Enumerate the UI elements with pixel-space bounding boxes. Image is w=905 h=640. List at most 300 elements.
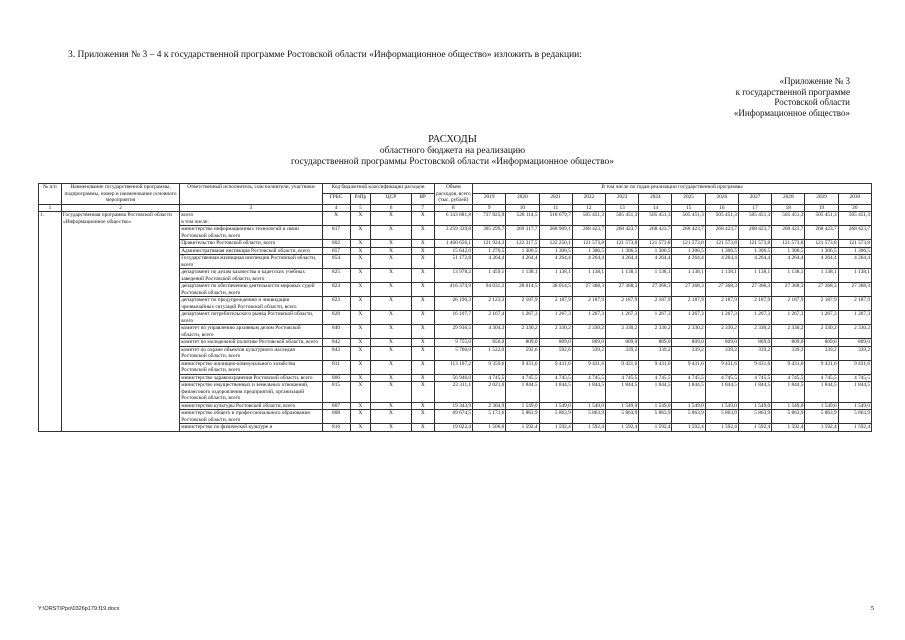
year-value-cell: 1 592,4: [738, 424, 771, 432]
year-value-cell: 1 138,1: [539, 269, 572, 283]
total-cell: 3 259 339,8: [434, 226, 472, 240]
year-value-cell: 121 573,8: [606, 240, 639, 248]
grbs-cell: 817: [322, 226, 350, 240]
rzpr-cell: X: [350, 247, 371, 255]
vr-cell: X: [411, 240, 434, 248]
rzpr-cell: X: [350, 311, 371, 325]
year-value-cell: 27 368,3: [738, 283, 771, 297]
csr-cell: X: [371, 297, 412, 311]
rzpr-cell: X: [350, 424, 371, 432]
vr-cell: X: [411, 325, 434, 339]
header-year: 2021: [539, 194, 572, 204]
vr-cell: X: [411, 339, 434, 347]
year-value-cell: 2 330,2: [705, 325, 738, 339]
year-value-cell: 809,0: [772, 339, 805, 347]
column-index-cell: 16: [705, 204, 738, 212]
executor-cell: [180, 410, 322, 424]
year-value-cell: 1 592,4: [539, 424, 572, 432]
year-value-cell: 5 863,9: [772, 410, 805, 424]
year-value-cell: 2 330,2: [539, 325, 572, 339]
year-value-cell: 268 909,1: [539, 226, 572, 240]
year-value-cell: 505 451,3: [805, 212, 838, 226]
header-year: 2023: [606, 194, 639, 204]
year-value-cell: 1 306,5: [672, 247, 705, 255]
year-value-cell: 2 330,2: [738, 325, 771, 339]
year-value-cell: 505 451,3: [639, 212, 672, 226]
grbs-cell: 842: [322, 339, 350, 347]
vr-cell: X: [411, 311, 434, 325]
year-value-cell: 9 431,6: [672, 360, 705, 374]
year-value-cell: 1 549,0: [606, 402, 639, 410]
year-value-cell: 122 317,5: [506, 240, 539, 248]
year-value-cell: 1 306,5: [606, 247, 639, 255]
executor-name: департамент потребительского рынка Ростовской области, всего: [181, 311, 314, 324]
year-value-cell: 505 451,3: [838, 212, 871, 226]
year-value-cell: 5 171,6: [473, 410, 506, 424]
table-row: [39, 212, 872, 226]
year-value-cell: 1 522,0: [473, 346, 506, 360]
year-value-cell: 809,0: [572, 339, 605, 347]
total-cell: 69 674,5: [434, 410, 472, 424]
year-value-cell: 1 549,0: [772, 402, 805, 410]
year-value-cell: 339,2: [572, 346, 605, 360]
column-index-row: [39, 204, 872, 212]
year-value-cell: 2 304,9: [473, 402, 506, 410]
csr-cell: X: [371, 311, 412, 325]
year-value-cell: 4 264,4: [539, 255, 572, 269]
year-value-cell: 27 368,3: [672, 283, 705, 297]
year-value-cell: 268 423,7: [738, 226, 771, 240]
year-value-cell: 268 423,7: [639, 226, 672, 240]
year-value-cell: 1 549,0: [539, 402, 572, 410]
year-value-cell: 2 187,9: [539, 297, 572, 311]
vr-cell: X: [411, 346, 434, 360]
year-value-cell: 1 138,1: [738, 269, 771, 283]
year-value-cell: 121 573,8: [672, 240, 705, 248]
year-value-cell: 1 267,3: [705, 311, 738, 325]
year-value-cell: 27 368,3: [639, 283, 672, 297]
year-value-cell: 5 863,9: [705, 410, 738, 424]
column-index-cell: 17: [738, 204, 771, 212]
program-number: 1.: [39, 212, 62, 432]
header-grbs: ГРБС: [322, 194, 350, 204]
year-value-cell: 2 187,9: [838, 297, 871, 311]
column-index-cell: 9: [473, 204, 506, 212]
total-cell: 29 936,5: [434, 325, 472, 339]
year-value-cell: 1 306,5: [539, 247, 572, 255]
vr-cell: X: [411, 226, 434, 240]
executor-name: Государственная жилищная инспекция Ростовской области, всего: [181, 255, 317, 268]
year-value-cell: 737 825,9: [473, 212, 506, 226]
year-value-cell: 1 549,0: [805, 402, 838, 410]
executor-cell: [180, 325, 322, 339]
year-value-cell: 1 267,3: [539, 311, 572, 325]
column-index-cell: 7: [411, 204, 434, 212]
year-value-cell: 1 459,1: [473, 269, 506, 283]
rzpr-cell: X: [350, 346, 371, 360]
year-value-cell: 268 423,7: [772, 226, 805, 240]
year-value-cell: 505 451,3: [572, 212, 605, 226]
executor-name: Административная инспекция Ростовской области, всего: [181, 247, 311, 254]
file-path: Y:\ORST\Ppo\0326p179.f19.docx: [38, 606, 120, 612]
csr-cell: X: [371, 255, 412, 269]
year-value-cell: 1 592,4: [772, 424, 805, 432]
executor-name: министерство здравоохранения Ростовской области, всего: [181, 374, 313, 381]
year-value-cell: 1 267,3: [805, 311, 838, 325]
header-year: 2028: [772, 194, 805, 204]
year-value-cell: 1 138,1: [772, 269, 805, 283]
year-value-cell: 4 745,5: [506, 374, 539, 382]
title-main: РАСХОДЫ: [428, 134, 477, 145]
executor-cell: [180, 339, 322, 347]
vr-cell: X: [411, 360, 434, 374]
total-cell: 26 190,3: [434, 297, 472, 311]
total-cell: 22 311,1: [434, 382, 472, 403]
year-value-cell: 339,2: [672, 346, 705, 360]
csr-cell: X: [371, 410, 412, 424]
year-value-cell: 2 330,2: [805, 325, 838, 339]
header-year: 2029: [805, 194, 838, 204]
year-value-cell: 339,2: [805, 346, 838, 360]
csr-cell: X: [371, 226, 412, 240]
year-value-cell: 1 592,4: [506, 424, 539, 432]
year-value-cell: 339,2: [639, 346, 672, 360]
year-value-cell: 809,0: [639, 339, 672, 347]
year-value-cell: 1 844,5: [606, 382, 639, 403]
year-value-cell: 5 863,9: [672, 410, 705, 424]
year-value-cell: 4 745,5: [805, 374, 838, 382]
year-value-cell: 1 138,1: [805, 269, 838, 283]
executor-name: комитет по молодежной политике Ростовской области, всего: [181, 339, 319, 345]
executor-cell: [180, 240, 322, 248]
rzpr-cell: X: [350, 374, 371, 382]
appendix-line: Ростовской области: [774, 97, 850, 108]
title-line: областного бюджета на реализацию: [379, 145, 526, 156]
executor-cell: [180, 212, 322, 226]
year-value-cell: 1 844,5: [772, 382, 805, 403]
year-value-cell: 4 264,4: [772, 255, 805, 269]
year-value-cell: 1 306,5: [738, 247, 771, 255]
column-index-cell: 20: [838, 204, 871, 212]
vr-cell: X: [411, 255, 434, 269]
column-index-cell: 1: [39, 204, 62, 212]
appendix-line: «Информационное общество»: [733, 107, 850, 118]
year-value-cell: 505 451,3: [705, 212, 738, 226]
year-value-cell: 5 863,9: [606, 410, 639, 424]
rzpr-cell: X: [350, 325, 371, 339]
header-budget-code: Код бюджетной классификации расходов: [322, 184, 434, 194]
year-value-cell: 1 138,1: [672, 269, 705, 283]
expenses-table: [38, 183, 872, 432]
csr-cell: X: [371, 325, 412, 339]
year-value-cell: 4 264,4: [672, 255, 705, 269]
rzpr-cell: X: [350, 283, 371, 297]
year-value-cell: 1 306,5: [639, 247, 672, 255]
year-value-cell: 339,2: [738, 346, 771, 360]
year-value-cell: 809,0: [606, 339, 639, 347]
rzpr-cell: X: [350, 226, 371, 240]
year-value-cell: 2 123,3: [473, 297, 506, 311]
year-value-cell: 1 267,3: [572, 311, 605, 325]
year-value-cell: 1 506,0: [473, 424, 506, 432]
year-value-cell: 1 844,5: [506, 382, 539, 403]
grbs-cell: 828: [322, 311, 350, 325]
year-value-cell: 505 451,3: [772, 212, 805, 226]
year-value-cell: 1 267,3: [606, 311, 639, 325]
year-value-cell: 592,6: [539, 346, 572, 360]
rzpr-cell: X: [350, 402, 371, 410]
year-value-cell: 1 138,1: [838, 269, 871, 283]
year-value-cell: 2 330,2: [639, 325, 672, 339]
header-year: 2026: [705, 194, 738, 204]
rzpr-cell: X: [350, 240, 371, 248]
csr-cell: X: [371, 247, 412, 255]
total-cell: 13 978,2: [434, 269, 472, 283]
grbs-cell: 825: [322, 269, 350, 283]
year-value-cell: 809,0: [672, 339, 705, 347]
year-value-cell: 592,6: [506, 346, 539, 360]
grbs-cell: X: [322, 212, 350, 226]
executor-name: министерство культуры Ростовской области, всего: [181, 402, 296, 409]
appendix-header: [610, 76, 850, 118]
year-value-cell: 121 573,8: [772, 240, 805, 248]
vr-cell: X: [411, 297, 434, 311]
year-value-cell: 4 745,5: [606, 374, 639, 382]
year-value-cell: 268 423,7: [838, 226, 871, 240]
year-value-cell: 9 431,6: [772, 360, 805, 374]
year-value-cell: 9 431,6: [606, 360, 639, 374]
year-value-cell: 4 745,5: [772, 374, 805, 382]
year-value-cell: 9 359,6: [473, 360, 506, 374]
rzpr-cell: X: [350, 339, 371, 347]
header-num: № п/п: [39, 184, 62, 205]
vr-cell: X: [411, 269, 434, 283]
header-row: [39, 184, 872, 194]
year-value-cell: 809,0: [506, 339, 539, 347]
year-value-cell: 1 592,4: [705, 424, 738, 432]
year-value-cell: 2 330,2: [506, 325, 539, 339]
year-value-cell: 2 330,2: [672, 325, 705, 339]
vr-cell: X: [411, 410, 434, 424]
total-cell: 16 107,7: [434, 311, 472, 325]
year-value-cell: 268 423,7: [672, 226, 705, 240]
vr-cell: X: [411, 374, 434, 382]
executor-name: министерство по физической культуре и: [181, 424, 273, 430]
year-value-cell: 121 573,8: [838, 240, 871, 248]
year-value-cell: 1 306,5: [572, 247, 605, 255]
year-value-cell: 9 431,6: [805, 360, 838, 374]
year-value-cell: 1 267,3: [672, 311, 705, 325]
grbs-cell: 823: [322, 297, 350, 311]
year-value-cell: 1 138,1: [606, 269, 639, 283]
year-value-cell: 1 306,5: [705, 247, 738, 255]
year-value-cell: 2 330,2: [838, 325, 871, 339]
executor-cell: [180, 374, 322, 382]
csr-cell: X: [371, 240, 412, 248]
header-by-years: В том числе по годам реализации государственной программы: [473, 184, 872, 194]
executor-cell: [180, 311, 322, 325]
grbs-cell: 807: [322, 402, 350, 410]
grbs-cell: 816: [322, 424, 350, 432]
year-value-cell: 122 250,1: [539, 240, 572, 248]
executor-cell: [180, 297, 322, 311]
year-value-cell: 4 745,5: [705, 374, 738, 382]
column-index-cell: 19: [805, 204, 838, 212]
year-value-cell: 9 431,6: [539, 360, 572, 374]
header-year: 2030: [838, 194, 871, 204]
executor-note: в том числе:: [181, 218, 209, 225]
year-value-cell: 1 592,4: [572, 424, 605, 432]
year-value-cell: 4 745,5: [639, 374, 672, 382]
header-year: 2027: [738, 194, 771, 204]
year-value-cell: 1 592,4: [672, 424, 705, 432]
rzpr-cell: X: [350, 360, 371, 374]
year-value-cell: 505 451,3: [738, 212, 771, 226]
rzpr-cell: X: [350, 212, 371, 226]
csr-cell: X: [371, 212, 412, 226]
grbs-cell: 840: [322, 325, 350, 339]
year-value-cell: 1 592,4: [805, 424, 838, 432]
intro-text: 3. Приложения № 3 – 4 к государственной программе Ростовской области «Информационное общество» изложить в редакции:: [68, 50, 582, 60]
year-value-cell: 4 304,3: [473, 325, 506, 339]
column-index-cell: 5: [350, 204, 371, 212]
year-value-cell: 9 431,6: [572, 360, 605, 374]
year-value-cell: 1 267,3: [506, 311, 539, 325]
year-value-cell: 4 264,4: [738, 255, 771, 269]
executor-cell: [180, 402, 322, 410]
year-value-cell: 2 187,9: [572, 297, 605, 311]
executor-cell: [180, 226, 322, 240]
column-index-cell: 14: [639, 204, 672, 212]
column-index-cell: 8: [434, 204, 472, 212]
year-value-cell: 4 745,5: [672, 374, 705, 382]
year-value-cell: 1 549,0: [572, 402, 605, 410]
csr-cell: X: [371, 269, 412, 283]
year-value-cell: 518 679,7: [539, 212, 572, 226]
column-index-cell: 4: [322, 204, 350, 212]
year-value-cell: 2 330,2: [572, 325, 605, 339]
year-value-cell: 1 549,0: [639, 402, 672, 410]
executor-name: министерство информационных технологий и связи Ростовской области, всего: [181, 226, 299, 239]
year-value-cell: 28 014,5: [506, 283, 539, 297]
rzpr-cell: X: [350, 255, 371, 269]
column-index-cell: 13: [606, 204, 639, 212]
year-value-cell: 2 167,4: [473, 311, 506, 325]
program-name: Государственная программа Ростовской области «Информационное общество»: [61, 212, 179, 432]
year-value-cell: 4 745,5: [738, 374, 771, 382]
column-index-cell: 11: [539, 204, 572, 212]
column-index-cell: 3: [180, 204, 322, 212]
csr-cell: X: [371, 360, 412, 374]
csr-cell: X: [371, 382, 412, 403]
total-cell: 56 946,0: [434, 374, 472, 382]
year-value-cell: 268 423,7: [705, 226, 738, 240]
year-value-cell: 1 844,5: [539, 382, 572, 403]
year-value-cell: 809,0: [539, 339, 572, 347]
year-value-cell: 1 844,5: [572, 382, 605, 403]
year-value-cell: 339,2: [838, 346, 871, 360]
executor-name: министерство общего и профессионального образования Ростовской области, всего: [181, 410, 310, 423]
year-value-cell: 9 431,6: [506, 360, 539, 374]
year-value-cell: 27 368,3: [805, 283, 838, 297]
executor-name: министерство жилищно-коммунального хозяйства Ростовской области, всего: [181, 360, 296, 373]
year-value-cell: 809,0: [738, 339, 771, 347]
header-year: 2020: [506, 194, 539, 204]
year-value-cell: 305 299,7: [473, 226, 506, 240]
grbs-cell: 843: [322, 346, 350, 360]
year-value-cell: 1 592,4: [838, 424, 871, 432]
executor-name: департамент по обеспечению деятельности мировых судей Ростовской области, всего: [181, 283, 315, 296]
page-number: 5: [870, 605, 874, 612]
year-value-cell: 2 187,9: [738, 297, 771, 311]
year-value-cell: 1 844,5: [738, 382, 771, 403]
executor-cell: [180, 360, 322, 374]
executor-name: департамент по делам казачества и кадетских учебных заведений Ростовской области, всего: [181, 269, 306, 282]
year-value-cell: 269 317,7: [506, 226, 539, 240]
year-value-cell: 268 423,7: [805, 226, 838, 240]
year-value-cell: 339,2: [772, 346, 805, 360]
year-value-cell: 1 267,3: [838, 311, 871, 325]
year-value-cell: 4 264,4: [506, 255, 539, 269]
column-index-cell: 6: [371, 204, 412, 212]
grbs-cell: 811: [322, 360, 350, 374]
year-value-cell: 1 267,3: [772, 311, 805, 325]
year-value-cell: 2 330,2: [772, 325, 805, 339]
year-value-cell: 9 431,6: [838, 360, 871, 374]
year-value-cell: 2 187,9: [606, 297, 639, 311]
year-value-cell: 4 745,5: [838, 374, 871, 382]
year-value-cell: 1 138,1: [705, 269, 738, 283]
column-index-cell: 10: [506, 204, 539, 212]
year-value-cell: 1 844,5: [639, 382, 672, 403]
year-value-cell: 121 573,8: [738, 240, 771, 248]
year-value-cell: 27 368,3: [606, 283, 639, 297]
year-value-cell: 4 264,4: [572, 255, 605, 269]
year-value-cell: 121 573,8: [805, 240, 838, 248]
year-value-cell: 2 187,9: [705, 297, 738, 311]
year-value-cell: 9 431,6: [705, 360, 738, 374]
rzpr-cell: X: [350, 297, 371, 311]
total-cell: 51 172,8: [434, 255, 472, 269]
header-year: 2022: [572, 194, 605, 204]
appendix-line: к государственной программе: [735, 86, 850, 97]
year-value-cell: 5 863,9: [738, 410, 771, 424]
year-value-cell: 1 592,4: [606, 424, 639, 432]
column-index-cell: 12: [572, 204, 605, 212]
column-index-cell: 2: [61, 204, 179, 212]
column-index-cell: 15: [672, 204, 705, 212]
year-value-cell: 4 264,4: [705, 255, 738, 269]
vr-cell: X: [411, 424, 434, 432]
executor-cell: [180, 247, 322, 255]
csr-cell: X: [371, 339, 412, 347]
year-value-cell: 528 114,5: [506, 212, 539, 226]
grbs-cell: 824: [322, 283, 350, 297]
executor-name: комитет по управлению архивным делом Ростовской области, всего: [181, 325, 301, 338]
total-cell: 19 022,4: [434, 424, 472, 432]
csr-cell: X: [371, 374, 412, 382]
total-cell: 6 333 681,8: [434, 212, 472, 226]
year-value-cell: 1 844,5: [705, 382, 738, 403]
year-value-cell: 2 187,9: [805, 297, 838, 311]
executor-cell: [180, 346, 322, 360]
year-value-cell: 1 138,1: [639, 269, 672, 283]
rzpr-cell: X: [350, 410, 371, 424]
year-value-cell: 4 264,4: [805, 255, 838, 269]
year-value-cell: 4 745,5: [539, 374, 572, 382]
executor-cell: [180, 424, 322, 432]
year-value-cell: 121 573,8: [572, 240, 605, 248]
